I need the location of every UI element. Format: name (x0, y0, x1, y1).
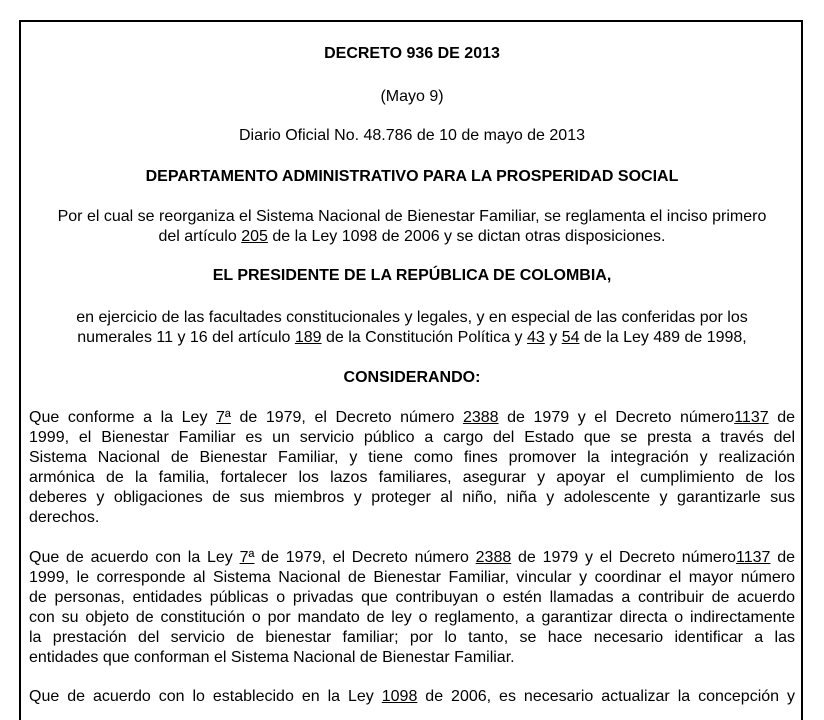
para2-line-6: entidades que conforman el Sistema Nacional de Bienestar Familiar. (29, 649, 515, 666)
para1-line-3: Sistema Nacional de Bienestar Familiar, y tiene como fines promover la integración y realización (29, 449, 795, 466)
president-heading: EL PRESIDENTE DE LA REPÚBLICA DE COLOMBIA, (212, 267, 612, 284)
para1-line-4: armónica de la familia, fortalecer los lazos familiares, asegurar y apoyar el cumplimiento de los (29, 469, 795, 486)
summary-line-2: del artículo 205 de la Ley 1098 de 2006 y se dictan otras disposiciones. (158, 228, 666, 245)
para3-line-1: Que de acuerdo con lo establecido en la Ley 1098 de 2006, es necesario actualizar la concepción y (29, 688, 796, 705)
article-189-link[interactable]: 189 (294, 329, 322, 346)
ley-7-link[interactable]: 7ª (239, 549, 255, 566)
para2-line-2: 1999, le corresponde al Sistema Nacional de Bienestar Familiar, vincular y coordinar el mayor número (29, 569, 795, 586)
exercise-line-2: numerales 11 y 16 del artículo 189 de la Constitución Política y 43 y 54 de la Ley 489 de 1998, (77, 329, 747, 346)
document-page (19, 20, 803, 720)
decree-title: DECRETO 936 DE 2013 (324, 45, 500, 62)
article-54-link[interactable]: 54 (561, 329, 580, 346)
exercise-line-1: en ejercicio de las facultades constitucionales y legales, y en especial de las conferidas por los (76, 309, 748, 326)
publication-line: Diario Oficial No. 48.786 de 10 de mayo de 2013 (239, 127, 585, 144)
decreto-1137-link[interactable]: 1137 (734, 409, 769, 426)
para2-line-4: con su objeto de constitución o por mandato de ley o reglamento, a garantizar directa o indirectamente (29, 609, 795, 626)
ley-1098-link[interactable]: 1098 (381, 688, 418, 705)
para2-line-3: de personas, entidades públicas o privadas que contribuyan o estén llamadas a contribuir de acuerdo (29, 589, 795, 606)
para1-line-6: derechos. (29, 509, 100, 526)
department-heading: DEPARTAMENTO ADMINISTRATIVO PARA LA PROSPERIDAD SOCIAL (145, 168, 679, 185)
considerando-heading: CONSIDERANDO: (343, 369, 481, 386)
decreto-2388-link[interactable]: 2388 (475, 549, 512, 566)
para2-line-1: Que de acuerdo con la Ley 7ª de 1979, el Decreto número 2388 de 1979 y el Decreto número1137 de (29, 549, 796, 566)
para1-line-5: deberes y obligaciones de sus miembros y proteger al niño, niña y adolescente y garantizarle sus (29, 489, 795, 506)
para2-line-5: la prestación del servicio de bienestar familiar; por lo tanto, se hace necesario identificar a las (29, 629, 795, 646)
decreto-2388-link[interactable]: 2388 (462, 409, 499, 426)
para1-line-1: Que conforme a la Ley 7ª de 1979, el Decreto número 2388 de 1979 y el Decreto número1137 de (29, 409, 795, 426)
article-205-link[interactable]: 205 (241, 228, 268, 245)
decree-date: (Mayo 9) (380, 88, 444, 105)
summary-line-1: Por el cual se reorganiza el Sistema Nacional de Bienestar Familiar, se reglamenta el inciso primero (57, 208, 767, 225)
para1-line-2: 1999, el Bienestar Familiar es un servicio público a cargo del Estado que se presta a través del (29, 429, 795, 446)
article-43-link[interactable]: 43 (527, 329, 545, 346)
ley-7-link[interactable]: 7ª (216, 409, 231, 426)
decreto-1137-link[interactable]: 1137 (736, 549, 771, 566)
